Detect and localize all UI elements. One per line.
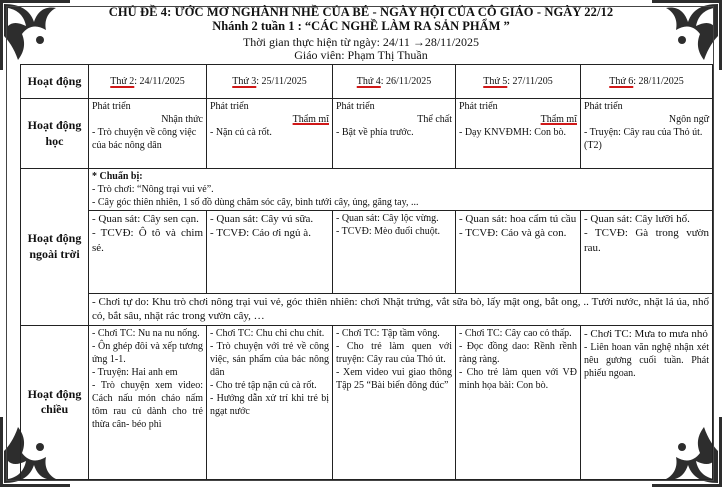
afternoon-cell: - Chơi TC: Tập tầm vông. - Cho trẻ làm quen với truyện: Cây rau của Thỏ út. - Xem video vui giao thông Tập 25 “Bài biển đông đúc” xyxy=(333,325,456,479)
afternoon-cell: - Chơi TC: Cây cao cỏ thấp. - Đọc đồng dao: Rềnh rềnh ràng ràng. - Cho trẻ làm quen với VĐ minh họa bài: Con bò. xyxy=(456,325,581,479)
learning-cell: Phát triển Thể chất - Bật về phía trước. xyxy=(333,99,456,169)
learning-cell: Phát triển Thẩm mĩ - Dạy KNVĐMH: Con bò. xyxy=(456,99,581,169)
outdoor-activity-row xyxy=(21,211,713,294)
row-label-afternoon: Hoạt động chiều xyxy=(21,325,89,479)
outdoor-prep-cell: * Chuẩn bị: - Trò chơi: “Nông trại vui vẻ”. - Cây góc thiên nhiên, 1 số đồ dùng chăm sóc cây, bình tưới cây, ủng, găng tay, ... xyxy=(89,169,713,211)
page-subtitle: Nhánh 2 tuần 1 : “CÁC NGHỀ LÀM RA SẢN PHẨM ” xyxy=(212,19,510,33)
learning-row xyxy=(21,99,713,169)
afternoon-row xyxy=(21,325,713,479)
row-label-learning: Hoạt động học xyxy=(21,99,89,169)
outdoor-cell: - Quan sát: Cây sen cạn. - TCVĐ: Ô tô và chim sẻ. xyxy=(89,211,207,294)
afternoon-cell: - Chơi TC: Chu chi chu chít. - Trò chuyện với trẻ về công việc, sản phẩm của bác nông dân - Cho trẻ tập nặn củ cà rốt. - Hướng dẫn xử trí khi trẻ bị ngạt nước xyxy=(207,325,333,479)
outdoor-prep-row xyxy=(21,169,713,211)
free-play-cell: - Chơi tự do: Khu trò chơi nông trại vui vẻ, góc thiên nhiên: chơi Nhặt trứng, vắt sữa bò, lấy mật ong, bắt ong, .. Tưới nước, nhặt lá úa, nhổ cỏ, bắt sâu, nhặt rác trong vườn cây, … xyxy=(89,294,713,326)
table-header-row xyxy=(21,65,713,99)
page-title: CHỦ ĐỀ 4: ƯỚC MƠ NGHÀNH NHỀ CỦA BÉ - NGÀY HỘI CỦA CÔ GIÁO - NGÀY 22/12 xyxy=(108,5,614,19)
learning-cell: Phát triển Ngôn ngữ - Truyện: Cây rau của Thỏ út.(T2) xyxy=(581,99,713,169)
outdoor-cell: - Quan sát: Cây lộc vừng. - TCVĐ: Mèo đuổi chuột. xyxy=(333,211,456,294)
outdoor-cell: - Quan sát: hoa cẩm tú cầu - TCVĐ: Cáo và gà con. xyxy=(456,211,581,294)
teacher-name: Giáo viên: Phạm Thị Thuần xyxy=(294,48,428,62)
time-range: Thời gian thực hiện từ ngày: 24/11 →28/11/2025 xyxy=(242,35,480,49)
outdoor-cell: - Quan sát: Cây lưỡi hổ. - TCVĐ: Gà trong vườn rau. xyxy=(581,211,713,294)
afternoon-cell: - Chơi TC: Nu na nu nống. - Ôn ghép đôi và xếp tương ứng 1-1. - Truyện: Hai anh em - Trò chuyện xem video: Cách nấu món cháo nấm tôm rau củ dành cho trẻ thừa cân- béo phì xyxy=(89,325,207,479)
day-header: Thứ 2: 24/11/2025 xyxy=(89,65,207,99)
schedule-table xyxy=(20,64,713,480)
learning-cell: Phát triển Nhận thức - Trò chuyện về công việc của bác nông dân xyxy=(89,99,207,169)
learning-cell: Phát triển Thẩm mĩ - Nặn củ cà rốt. xyxy=(207,99,333,169)
day-header: Thứ 5: 27/11/205 xyxy=(456,65,581,99)
day-header: Thứ 6: 28/11/2025 xyxy=(581,65,713,99)
day-header: Thứ 3: 25/11/2025 xyxy=(207,65,333,99)
day-header: Thứ 4: 26/11/2025 xyxy=(333,65,456,99)
afternoon-cell: - Chơi TC: Mưa to mưa nhỏ - Liên hoan văn nghệ nhận xét nêu gương cuối tuần. Phát phiếu ngoan. xyxy=(581,325,713,479)
column-header-activity: Hoạt động xyxy=(21,65,89,99)
outdoor-cell: - Quan sát: Cây vú sữa. - TCVĐ: Cáo ơi ngủ à. xyxy=(207,211,333,294)
row-label-outdoor: Hoạt động ngoài trời xyxy=(21,169,89,326)
outdoor-freeplay-row xyxy=(21,294,713,326)
